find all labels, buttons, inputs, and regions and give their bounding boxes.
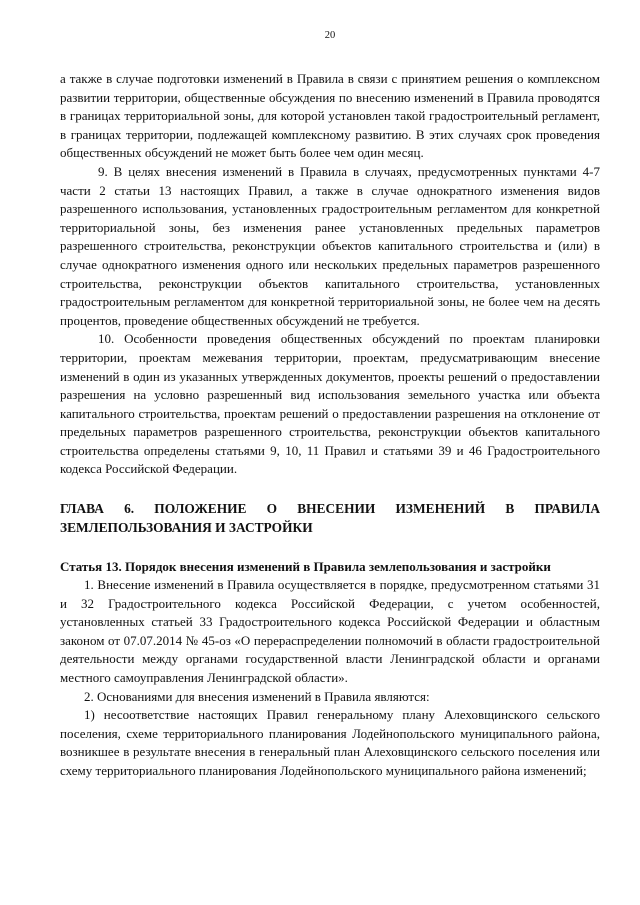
page-number: 20 bbox=[324, 30, 336, 41]
paragraph-continuation: а также в случае подготовки изменений в Правила в связи с принятием решения о комплексном развитии территории, общественные обсуждения по внесению изменений в Правила проводятся в границах территориальной зоны, для которой установлен такой градостроительный регламент, в границах территории, подлежащей комплексному развитию. В этих случаях срок проведения общественных обсуждений не может быть более чем один месяц. bbox=[60, 71, 600, 161]
chapter-heading: ГЛАВА 6. ПОЛОЖЕНИЕ О ВНЕСЕНИИ ИЗМЕНЕНИЙ В ПРАВИЛА ЗЕМЛЕПОЛЬЗОВАНИЯ И ЗАСТРОЙКИ bbox=[60, 501, 600, 536]
paragraph-item-9: 9. В целях внесения изменений в Правила в случаях, предусмотренных пунктами 4-7 части 2 статьи 13 настоящих Правил, а также в случае однократного изменения видов разрешенного использования, установленных градостроительным регламентом для конкретной территориальной зоны, без изменения ранее установленных предельных параметров разрешенного строительства, реконструкции объектов капитального строительства и (или) в случае однократного изменения одного или нескольких предельных параметров разрешенного строительства, реконструкции объектов капитального строительства, установленных градостроительным регламентом для конкретной территориальной зоны, не более чем на десять процентов, проведение общественных обсуждений не требуется. bbox=[60, 163, 600, 328]
paragraph-art13-item-2: 2. Основаниями для внесения изменений в Правила являются: bbox=[84, 688, 430, 704]
paragraph-item-10: 10. Особенности проведения общественных обсуждений по проектам планировки территории, проектам межевания территории, проектам, предусматривающим внесение изменений в один из указанных утвержденных документов, проекты решений о предоставлении разрешения на условно разрешенный вид использования земельного участка или объекта капитального строительства, проектам решений о предоставлении разрешения на отклонение от предельных параметров разрешенного строительства, реконструкции объектов капитального строительства определены статьями 9, 10, 11 Правил и статьями 39 и 46 Градостроительного кодекса Российской Федерации. bbox=[60, 331, 600, 477]
article-heading: Статья 13. Порядок внесения изменений в Правила землепользования и застройки bbox=[60, 559, 551, 575]
paragraph-art13-item-1: 1. Внесение изменений в Правила осуществляется в порядке, предусмотренном статьями 31 и 32 Градостроительного кодекса Российской Федерации, с учетом особенностей, установленных статьей 33 Градостроительного кодекса Российской Федерации и областным законом от 07.07.2014 № 45-оз «О перераспределении полномочий в области градостроительной деятельности между органами государственной власти Ленинградской области и органами местного самоуправления Ленинградской области». bbox=[60, 577, 600, 686]
paragraph-art13-item-2-1: 1) несоответствие настоящих Правил генеральному плану Алеховщинского сельского поселения, схеме территориального планирования Лодейнопольского муниципального района, возникшее в результате внесения в генеральный план Алеховщинского сельского поселения или схему территориального планирования Лодейнопольского муниципального района изменений; bbox=[60, 707, 600, 778]
